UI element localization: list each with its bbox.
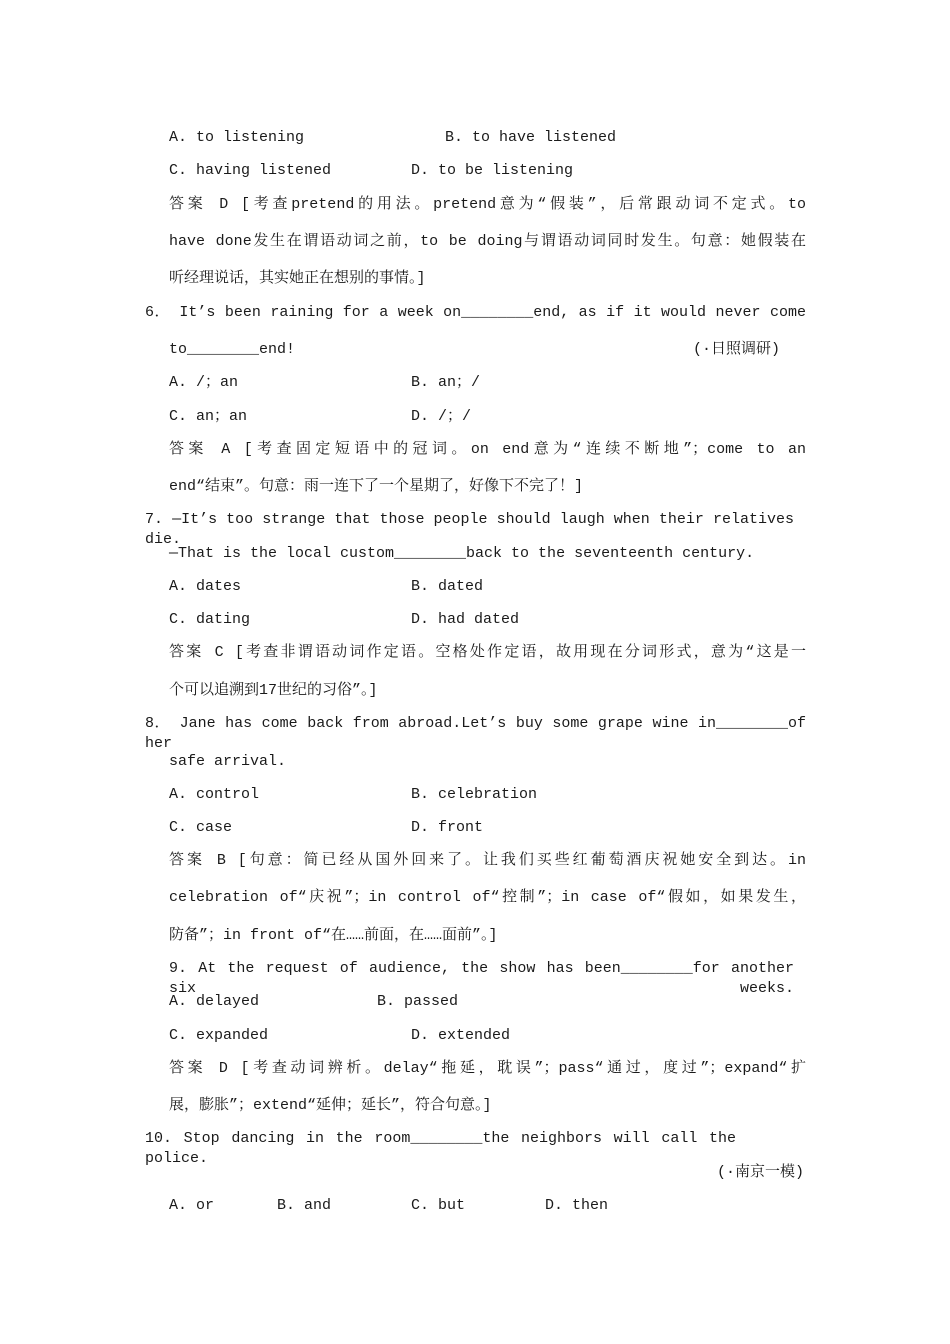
q5-option-d: D. to be listening	[411, 162, 574, 179]
q9-answer-line: 展，膨胀”；extend“延伸；延长”，符合句意。]	[169, 1097, 492, 1114]
q10-option-b: B. and	[277, 1197, 332, 1214]
q6-option-a: A. /；an	[169, 374, 239, 391]
q10-source-tag: (·南京一模)	[716, 1164, 804, 1181]
q8-answer-line: celebration of“庆祝”；in control of“控制”；in case of“假如，如果发生，	[169, 889, 806, 906]
q7-option-d: D. had dated	[411, 611, 520, 628]
q7-option-a: A. dates	[169, 578, 242, 595]
q7-stem: 7. —It’s too strange that those people should laugh when their relatives die.	[145, 511, 794, 548]
q7-stem: —That is the local custom________back to the seventeenth century.	[169, 545, 755, 562]
q8-answer-line: 答案 B [句意：简已经从国外回来了。让我们买些红葡萄酒庆祝她安全到达。in	[169, 852, 806, 869]
q6-stem: to________end!	[169, 341, 296, 358]
q8-stem: safe arrival.	[169, 753, 287, 770]
q6-option-c: C. an；an	[169, 408, 248, 425]
q7-answer-line: 个可以追溯到17世纪的习俗”。]	[169, 682, 378, 699]
q6-answer-line: 答案 A [考查固定短语中的冠词。on end意为“连续不断地”；come to an	[169, 441, 806, 458]
q5-answer-line: 听经理说话，其实她正在想别的事情。]	[169, 270, 426, 287]
q8-option-d: D. front	[411, 819, 484, 836]
q10-option-a: A. or	[169, 1197, 215, 1214]
q9-option-b: B. passed	[377, 993, 459, 1010]
q6-stem: 6． It’s been raining for a week on________end, as if it would never come	[145, 304, 806, 321]
q5-option-a: A. to listening	[169, 129, 305, 146]
q9-option-d: D. extended	[411, 1027, 511, 1044]
q9-option-c: C. expanded	[169, 1027, 269, 1044]
q5-answer-line: have done发生在谓语动词之前，to be doing与谓语动词同时发生。句意：她假装在	[169, 233, 806, 250]
q9-option-a: A. delayed	[169, 993, 260, 1010]
q7-option-c: C. dating	[169, 611, 251, 628]
q6-answer-line: end“结束”。句意：雨一连下了一个星期了，好像下不完了！]	[169, 478, 584, 495]
q5-option-b: B. to have listened	[445, 129, 617, 146]
q8-option-b: B. celebration	[411, 786, 538, 803]
q6-source-tag: (·日照调研)	[692, 341, 780, 358]
q6-option-d: D. /；/	[411, 408, 472, 425]
q9-stem: 9. At the request of audience, the show has been________for another six weeks.	[169, 960, 794, 997]
q10-option-c: C. but	[411, 1197, 466, 1214]
q10-option-d: D. then	[545, 1197, 609, 1214]
q7-option-b: B. dated	[411, 578, 484, 595]
q7-answer-line: 答案 C [考查非谓语动词作定语。空格处作定语，故用现在分词形式，意为“这是一	[169, 644, 806, 661]
q8-option-a: A. control	[169, 786, 260, 803]
q8-option-c: C. case	[169, 819, 233, 836]
q5-answer-line: 答案 D [考查pretend的用法。pretend意为“假装”，后常跟动词不定式。to	[169, 196, 806, 213]
q10-stem: 10. Stop dancing in the room________the neighbors will call the police.	[145, 1130, 736, 1167]
q6-option-b: B. an；/	[411, 374, 481, 391]
q5-option-c: C. having listened	[169, 162, 332, 179]
q8-answer-line: 防备”；in front of“在……前面，在……面前”。]	[169, 927, 498, 944]
q8-stem: 8． Jane has come back from abroad.Let’s buy some grape wine in________of her	[145, 715, 806, 752]
q9-answer-line: 答案 D [考查动词辨析。delay“拖延，耽误”；pass“通过，度过”；expand“扩	[169, 1060, 806, 1077]
